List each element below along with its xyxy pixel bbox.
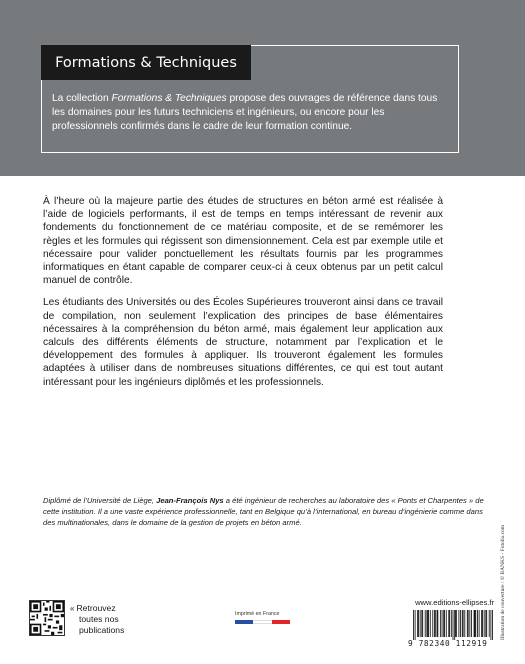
barcode-bar: [469, 610, 470, 637]
barcode-bar: [474, 610, 475, 637]
barcode-bar: [437, 610, 438, 637]
qr-caption-line-3: publications: [79, 625, 125, 635]
barcode-bar: [468, 610, 469, 637]
barcode-bar: [446, 610, 447, 637]
printed-in-france: Imprimé en France: [235, 611, 280, 617]
barcode-bar: [440, 610, 441, 637]
barcode-bar: [426, 610, 427, 637]
barcode-bar: [444, 610, 445, 637]
back-cover-text: [43, 195, 443, 398]
barcode-bar: [437, 610, 438, 637]
barcode-bar: [486, 610, 487, 637]
barcode-bar: [422, 610, 423, 637]
barcode-bar: [477, 610, 478, 637]
series-description: [52, 92, 452, 134]
series-desc-name: Formations & Techniques: [111, 93, 227, 104]
cover-credit: Illustration de couverture : © BANKS - Fotolia.com: [500, 524, 506, 640]
isbn-number: 9 782340 112919: [408, 639, 488, 648]
flag-red-stripe: [272, 620, 290, 624]
qr-caption-line-1-text: Retrouvez: [76, 603, 116, 613]
barcode-bar: [467, 610, 468, 637]
barcode-bar: [454, 610, 455, 640]
barcode-bar: [481, 610, 482, 637]
flag-blue-stripe: [235, 620, 253, 624]
barcode-bar: [464, 610, 465, 637]
barcode-bar: [449, 610, 450, 637]
barcode-bar: [420, 610, 421, 637]
barcode-bar: [448, 610, 449, 637]
barcode-bar: [435, 610, 436, 637]
barcode-bar: [430, 610, 431, 637]
series-title: Formations & Techniques: [41, 45, 251, 80]
barcode-bar: [413, 610, 414, 640]
barcode-bar: [428, 610, 429, 637]
barcode-bar: [492, 610, 493, 640]
barcode-bar: [462, 610, 463, 637]
barcode-bar: [427, 610, 428, 637]
flag-white-stripe: [253, 620, 271, 624]
barcode-bar: [471, 610, 472, 637]
barcode-bar: [479, 610, 480, 637]
barcode-bar: [451, 610, 452, 637]
qr-code-graphic: [30, 601, 64, 635]
barcode-bar: [456, 610, 457, 637]
barcode-bar: [475, 610, 476, 637]
barcode-bar: [458, 610, 459, 637]
barcode-bar: [415, 610, 416, 640]
barcode-bar: [460, 610, 461, 637]
qr-caption-line-2: toutes nos: [79, 614, 119, 624]
barcode-bar: [485, 610, 486, 637]
barcode-bar: [455, 610, 456, 637]
barcode-bar: [484, 610, 485, 637]
barcode-bar: [418, 610, 419, 637]
barcode-bar: [453, 610, 454, 640]
barcode-bar: [434, 610, 435, 637]
barcode-bar: [432, 610, 433, 637]
series-desc-prefix: La collection: [52, 93, 112, 104]
paragraph-intro: À l’heure où la majeure partie des études de structures en béton armé est réalisée à l’aide de logiciels performants, il est de temps en temps intéressant de revenir aux fondements du fonctionnement de ce matériau composite, et de se remémorer les règles et les formules qui régissent son dimensionnement. Cela est par exemple utile et nécessaire pour valider ponctuellement les résultats fournis par les programmes informatiques en étant capable de comparer ceux-ci à ceux obtenus par un petit calcul manuel de contrôle.: [43, 196, 443, 287]
barcode-bar: [421, 610, 422, 637]
barcode-bar: [463, 610, 464, 637]
qr-code[interactable]: [29, 600, 65, 636]
barcode-graphic: [413, 610, 493, 640]
barcode-bar: [442, 610, 443, 637]
paragraph-audience: Les étudiants des Universités ou des Écoles Supérieures trouveront ainsi dans ce travail de compilation, non seulement l’explication des principes de base élémentaires nécessaires à la compréhension du béton armé, mais également leur application aux calculs des différents éléments de structure, notamment par l’explication et le développement des formules à appliquer. Ils trouveront également les formules adaptées à utiliser dans de nombreuses situations différentes, ce qui est tout autant intéressant pour les ingénieurs diplômés et les professionnels.: [43, 297, 443, 388]
double-chevron-left-icon: «: [70, 604, 75, 613]
french-flag-icon: [235, 620, 290, 624]
author-bio-prefix: Diplômé de l’Université de Liège,: [43, 496, 157, 505]
barcode-bar: [489, 610, 490, 637]
barcode-bar: [482, 610, 483, 637]
barcode: [413, 610, 493, 640]
publisher-website[interactable]: www.editions-ellipses.fr: [415, 598, 494, 607]
author-bio-rest: a été ingénieur de recherches au laboratoire des « Ponts et Charpentes » de cette institution. Il a une vaste expérience professionnelle, tant en Belgique qu’à l’international, en bureau d’ingénierie comme dans des multinationales, dans le domaine de la gestion de projets en béton armé.: [43, 496, 484, 527]
series-desc-rest: propose des ouvrages de référence dans tous les domaines pour les futurs techniciens et ingénieurs, ou encore pour les professionnels confirmés dans le cadre de leur formation continue.: [52, 93, 438, 132]
barcode-bar: [425, 610, 426, 637]
author-bio: [43, 495, 488, 528]
qr-caption: [70, 603, 140, 636]
author-name: Jean-François Nys: [156, 496, 224, 505]
barcode-bar: [443, 610, 444, 637]
barcode-bar: [474, 610, 475, 637]
barcode-bar: [490, 610, 491, 640]
qr-caption-line-1: [70, 603, 140, 614]
barcode-bar: [417, 610, 418, 637]
